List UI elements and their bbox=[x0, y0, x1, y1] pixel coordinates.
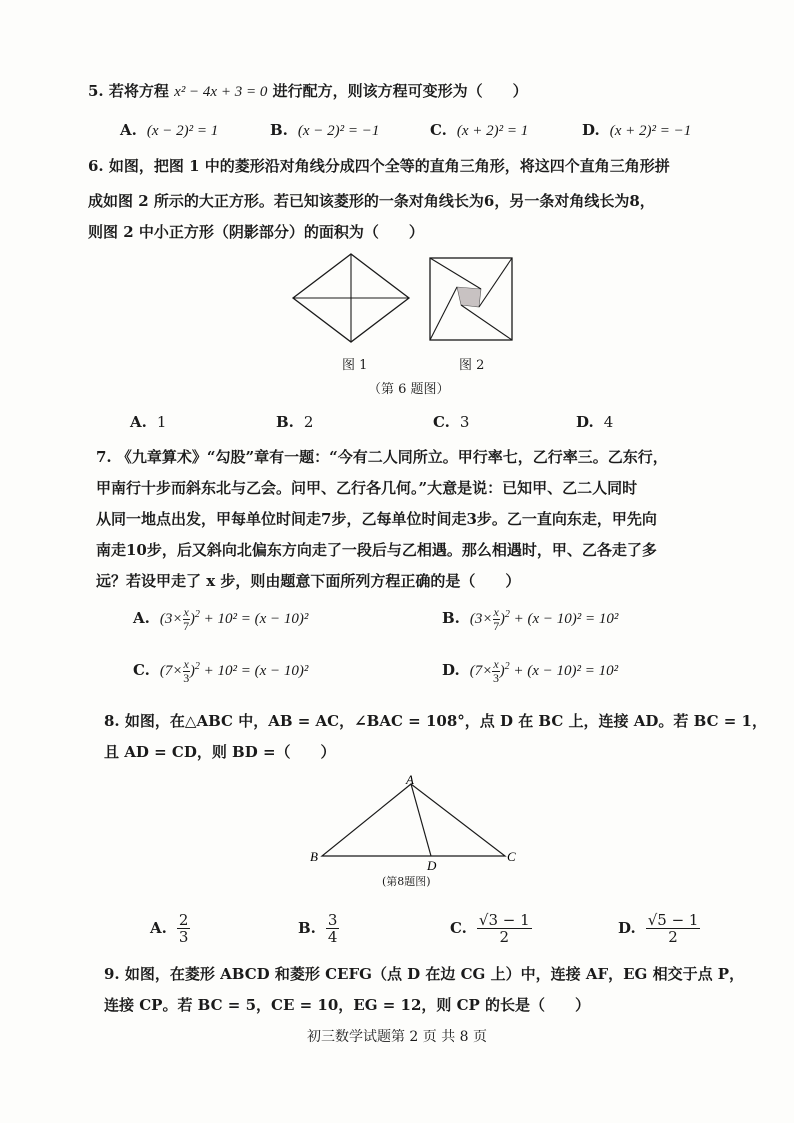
q6-shaded-square bbox=[457, 287, 481, 307]
q7-option-c: C. (7× $\frac{x}{3}$ )$^2$ + 10² = (x − 10)² bbox=[133, 657, 309, 686]
q6-caption: （第 6 题图） bbox=[368, 382, 450, 397]
q6-fig1-rhombus bbox=[293, 254, 409, 342]
q7-option-a: A. (3× $\frac{x}{7}$ )$^2$ + 10² = (x − 10)² bbox=[133, 605, 309, 634]
q7-stem-line1: 7. 《九章算术》“勾股”章有一题：“今有二人同所立。甲行率七，乙行率三。乙东行， bbox=[96, 448, 668, 466]
q8-point-b: B bbox=[310, 849, 318, 864]
q7-stem-line4: 南走10步，后又斜向北偏东方向走了一段后与乙相遇。那么相遇时，甲、乙各走了多 bbox=[96, 541, 657, 559]
page-footer: 初三数学试题第 2 页 共 8 页 bbox=[306, 1029, 488, 1045]
q7-stem-line3: 从同一地点出发，甲每单位时间走7步，乙每单位时间走3步。乙一直向东走，甲先向 bbox=[96, 510, 657, 528]
q6-fig2-square bbox=[430, 258, 512, 340]
q8-point-d: D bbox=[427, 858, 437, 872]
q6-figure bbox=[285, 250, 525, 370]
q6-option-c: C. 3 bbox=[433, 413, 470, 431]
q5-option-a: A. (x − 2)² = 1 bbox=[120, 121, 219, 139]
q8-option-d: D. $\frac{√5 - 1}{2}$ bbox=[618, 911, 699, 946]
q6-option-b: B. 2 bbox=[276, 413, 314, 431]
q5-option-b: B. (x − 2)² = −1 bbox=[270, 121, 380, 139]
q7-stem-line2: 甲南行十步而斜东北与乙会。问甲、乙行各几何。”大意是说：已知甲、乙二人同时 bbox=[96, 479, 638, 497]
q8-point-a: A bbox=[406, 772, 414, 787]
q6-stem-line3: 则图 2 中小正方形（阴影部分）的面积为（ ） bbox=[88, 223, 424, 241]
q8-option-a: A. $\frac{2}{3}$ bbox=[150, 911, 189, 946]
q8-point-c: C bbox=[507, 849, 516, 864]
q8-caption: (第8题图) bbox=[382, 875, 431, 888]
q8-option-c: C. $\frac{√3 - 1}{2}$ bbox=[450, 911, 530, 946]
q6-fig1-label: 图 1 bbox=[342, 358, 368, 373]
q8-stem-line2: 且 AD = CD，则 BD =（ ） bbox=[104, 743, 336, 761]
q7-option-d: D. (7× $\frac{x}{3}$ )$^2$ + (x − 10)² = 10² bbox=[442, 657, 619, 686]
q8-segment-ad bbox=[411, 784, 431, 856]
q5-option-c: C. (x + 2)² = 1 bbox=[430, 121, 529, 139]
q5-stem: 5. 若将方程 x² − 4x + 3 = 0 进行配方，则该方程可变形为（ ） bbox=[88, 82, 528, 100]
q7-stem-line5: 远？若设甲走了 x 步，则由题意下面所列方程正确的是（ ） bbox=[96, 572, 521, 590]
q7-option-b: B. (3× $\frac{x}{7}$ )$^2$ + (x − 10)² = 10² bbox=[442, 605, 619, 634]
q6-option-a: A. 1 bbox=[130, 413, 167, 431]
q8-stem-line1: 8. 如图，在△ABC 中，AB = AC，∠BAC = 108°，点 D 在 BC 上，连接 AD。若 BC = 1， bbox=[104, 712, 767, 730]
q5-option-d: D. (x + 2)² = −1 bbox=[582, 121, 692, 139]
q5-equation: x² − 4x + 3 = 0 bbox=[174, 84, 268, 100]
q8-option-b: B. $\frac{3}{4}$ bbox=[298, 911, 338, 946]
q8-triangle-figure bbox=[300, 772, 530, 872]
q6-fig2-label: 图 2 bbox=[459, 358, 485, 373]
q9-stem-line2: 连接 CP。若 BC = 5，CE = 10，EG = 12，则 CP 的长是（ ） bbox=[104, 996, 591, 1014]
q6-stem-line1: 6. 如图，把图 1 中的菱形沿对角线分成四个全等的直角三角形，将这四个直角三角形拼 bbox=[88, 157, 670, 175]
q6-stem-line2: 成如图 2 所示的大正方形。若已知该菱形的一条对角线长为6，另一条对角线长为8， bbox=[88, 192, 655, 210]
q9-stem-line1: 9. 如图，在菱形 ABCD 和菱形 CEFG（点 D 在边 CG 上）中，连接 AF，EG 相交于点 P， bbox=[104, 965, 745, 983]
q6-option-d: D. 4 bbox=[576, 413, 614, 431]
